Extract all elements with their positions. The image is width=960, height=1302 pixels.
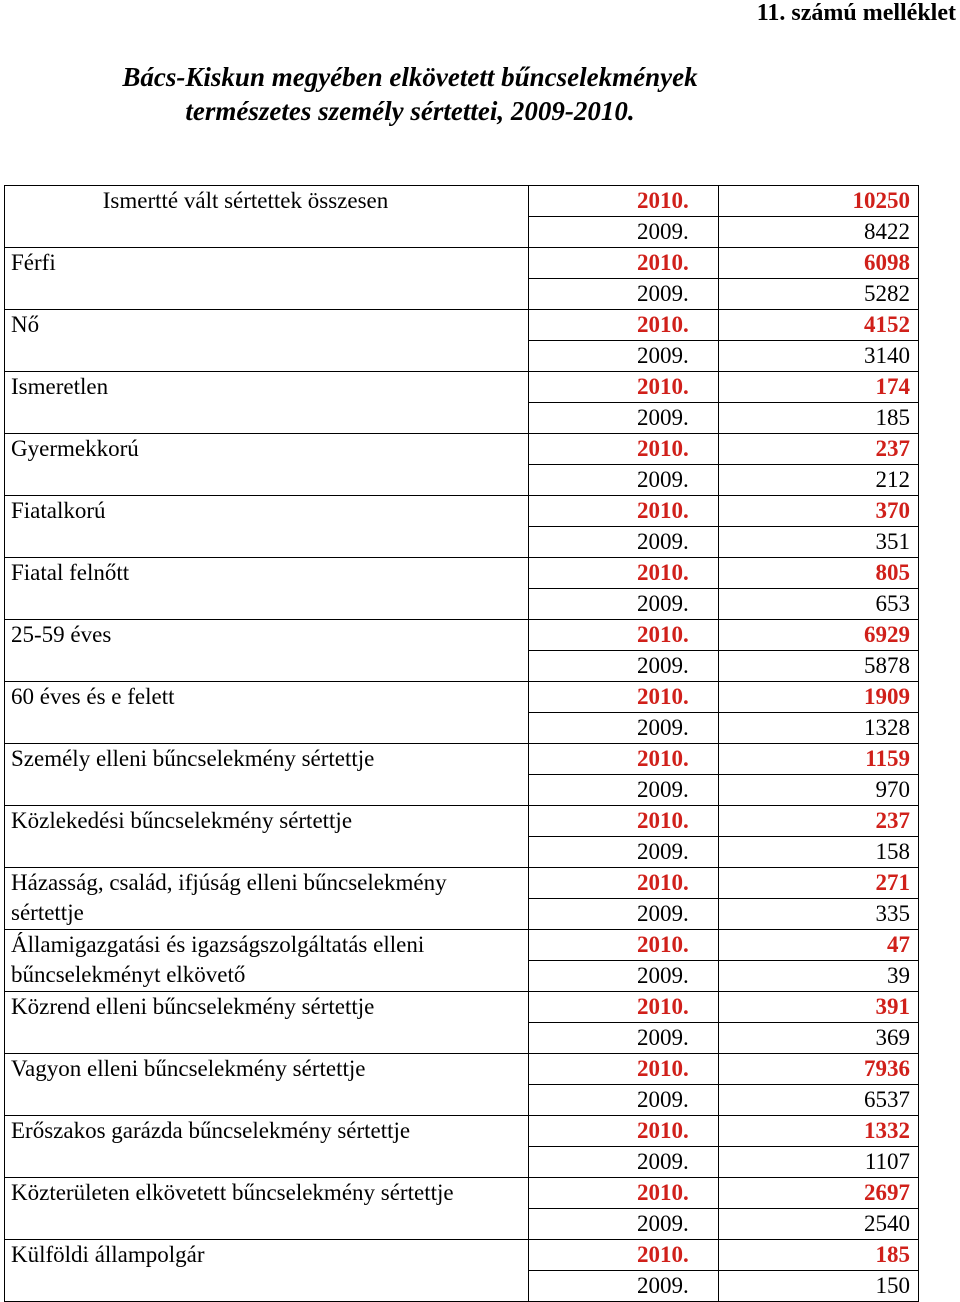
table-row xyxy=(5,1116,919,1147)
year-2010-cell: 2010. xyxy=(529,682,719,713)
year-2009-cell: 2009. xyxy=(529,899,719,930)
value-2009-cell: 3140 xyxy=(719,341,919,372)
value-2010-cell: 47 xyxy=(719,930,919,961)
year-2010-cell: 2010. xyxy=(529,372,719,403)
value-2009-cell: 39 xyxy=(719,961,919,992)
table-row xyxy=(5,558,919,589)
year-2010-cell: 2010. xyxy=(529,1054,719,1085)
year-2010-cell: 2010. xyxy=(529,1240,719,1271)
row-label: Vagyon elleni bűncselekmény sértettje xyxy=(5,1054,529,1116)
victims-table-body xyxy=(5,186,919,1302)
year-2009-cell: 2009. xyxy=(529,1209,719,1240)
value-2010-cell: 237 xyxy=(719,806,919,837)
value-2009-cell: 1107 xyxy=(719,1147,919,1178)
year-2009-cell: 2009. xyxy=(529,279,719,310)
victims-table xyxy=(4,185,919,1302)
value-2010-cell: 10250 xyxy=(719,186,919,217)
row-label: Gyermekkorú xyxy=(5,434,529,496)
year-2009-cell: 2009. xyxy=(529,217,719,248)
year-2010-cell: 2010. xyxy=(529,558,719,589)
value-2009-cell: 351 xyxy=(719,527,919,558)
value-2009-cell: 158 xyxy=(719,837,919,868)
row-label: Nő xyxy=(5,310,529,372)
row-label: Közterületen elkövetett bűncselekmény sértettje xyxy=(5,1178,529,1240)
value-2010-cell: 237 xyxy=(719,434,919,465)
table-row xyxy=(5,1054,919,1085)
value-2010-cell: 1332 xyxy=(719,1116,919,1147)
year-2010-cell: 2010. xyxy=(529,930,719,961)
value-2010-cell: 7936 xyxy=(719,1054,919,1085)
title-line-1: Bács-Kiskun megyében elkövetett bűncselekmények xyxy=(122,62,698,92)
year-2009-cell: 2009. xyxy=(529,341,719,372)
row-label: Államigazgatási és igazságszolgáltatás elleni bűncselekményt elkövető xyxy=(5,930,529,992)
value-2009-cell: 185 xyxy=(719,403,919,434)
value-2009-cell: 212 xyxy=(719,465,919,496)
row-label: Fiatal felnőtt xyxy=(5,558,529,620)
row-label: Erőszakos garázda bűncselekmény sértettje xyxy=(5,1116,529,1178)
year-2010-cell: 2010. xyxy=(529,1178,719,1209)
value-2010-cell: 1909 xyxy=(719,682,919,713)
year-2010-cell: 2010. xyxy=(529,186,719,217)
value-2010-cell: 174 xyxy=(719,372,919,403)
value-2009-cell: 1328 xyxy=(719,713,919,744)
year-2009-cell: 2009. xyxy=(529,775,719,806)
value-2009-cell: 653 xyxy=(719,589,919,620)
value-2009-cell: 150 xyxy=(719,1271,919,1302)
value-2009-cell: 2540 xyxy=(719,1209,919,1240)
year-2010-cell: 2010. xyxy=(529,434,719,465)
year-2009-cell: 2009. xyxy=(529,1085,719,1116)
table-row xyxy=(5,1240,919,1271)
row-label: Fiatalkorú xyxy=(5,496,529,558)
value-2010-cell: 805 xyxy=(719,558,919,589)
value-2010-cell: 6098 xyxy=(719,248,919,279)
year-2009-cell: 2009. xyxy=(529,589,719,620)
value-2010-cell: 4152 xyxy=(719,310,919,341)
year-2010-cell: 2010. xyxy=(529,992,719,1023)
row-label: Személy elleni bűncselekmény sértettje xyxy=(5,744,529,806)
year-2010-cell: 2010. xyxy=(529,868,719,899)
table-row xyxy=(5,806,919,837)
row-label: Közlekedési bűncselekmény sértettje xyxy=(5,806,529,868)
year-2010-cell: 2010. xyxy=(529,806,719,837)
year-2009-cell: 2009. xyxy=(529,403,719,434)
value-2009-cell: 6537 xyxy=(719,1085,919,1116)
row-label: Külföldi állampolgár xyxy=(5,1240,529,1302)
row-label: Ismeretlen xyxy=(5,372,529,434)
value-2010-cell: 391 xyxy=(719,992,919,1023)
page-title xyxy=(0,60,960,128)
table-row xyxy=(5,186,919,217)
value-2010-cell: 271 xyxy=(719,868,919,899)
value-2009-cell: 335 xyxy=(719,899,919,930)
table-row xyxy=(5,310,919,341)
year-2009-cell: 2009. xyxy=(529,961,719,992)
value-2009-cell: 369 xyxy=(719,1023,919,1054)
year-2009-cell: 2009. xyxy=(529,1023,719,1054)
value-2010-cell: 1159 xyxy=(719,744,919,775)
year-2009-cell: 2009. xyxy=(529,713,719,744)
value-2009-cell: 970 xyxy=(719,775,919,806)
year-2009-cell: 2009. xyxy=(529,1147,719,1178)
year-2010-cell: 2010. xyxy=(529,496,719,527)
row-label: Közrend elleni bűncselekmény sértettje xyxy=(5,992,529,1054)
value-2009-cell: 5282 xyxy=(719,279,919,310)
row-label: 25-59 éves xyxy=(5,620,529,682)
year-2010-cell: 2010. xyxy=(529,248,719,279)
table-row xyxy=(5,992,919,1023)
value-2010-cell: 2697 xyxy=(719,1178,919,1209)
table-row xyxy=(5,744,919,775)
year-2009-cell: 2009. xyxy=(529,651,719,682)
table-row xyxy=(5,248,919,279)
value-2010-cell: 185 xyxy=(719,1240,919,1271)
year-2009-cell: 2009. xyxy=(529,465,719,496)
value-2010-cell: 6929 xyxy=(719,620,919,651)
row-label: 60 éves és e felett xyxy=(5,682,529,744)
year-2009-cell: 2009. xyxy=(529,837,719,868)
table-row xyxy=(5,496,919,527)
table-row xyxy=(5,1178,919,1209)
year-2009-cell: 2009. xyxy=(529,527,719,558)
year-2009-cell: 2009. xyxy=(529,1271,719,1302)
table-row xyxy=(5,434,919,465)
value-2009-cell: 8422 xyxy=(719,217,919,248)
table-row xyxy=(5,620,919,651)
value-2010-cell: 370 xyxy=(719,496,919,527)
year-2010-cell: 2010. xyxy=(529,310,719,341)
year-2010-cell: 2010. xyxy=(529,1116,719,1147)
table-row xyxy=(5,868,919,899)
row-label: Házasság, család, ifjúság elleni bűncselekmény sértettje xyxy=(5,868,529,930)
table-row xyxy=(5,930,919,961)
year-2010-cell: 2010. xyxy=(529,744,719,775)
title-line-2: természetes személy sértettei, 2009-2010. xyxy=(185,96,635,126)
table-row xyxy=(5,682,919,713)
row-label: Férfi xyxy=(5,248,529,310)
value-2009-cell: 5878 xyxy=(719,651,919,682)
annex-label: 11. számú melléklet xyxy=(756,0,956,26)
table-row xyxy=(5,372,919,403)
year-2010-cell: 2010. xyxy=(529,620,719,651)
row-label: Ismertté vált sértettek összesen xyxy=(5,186,529,248)
